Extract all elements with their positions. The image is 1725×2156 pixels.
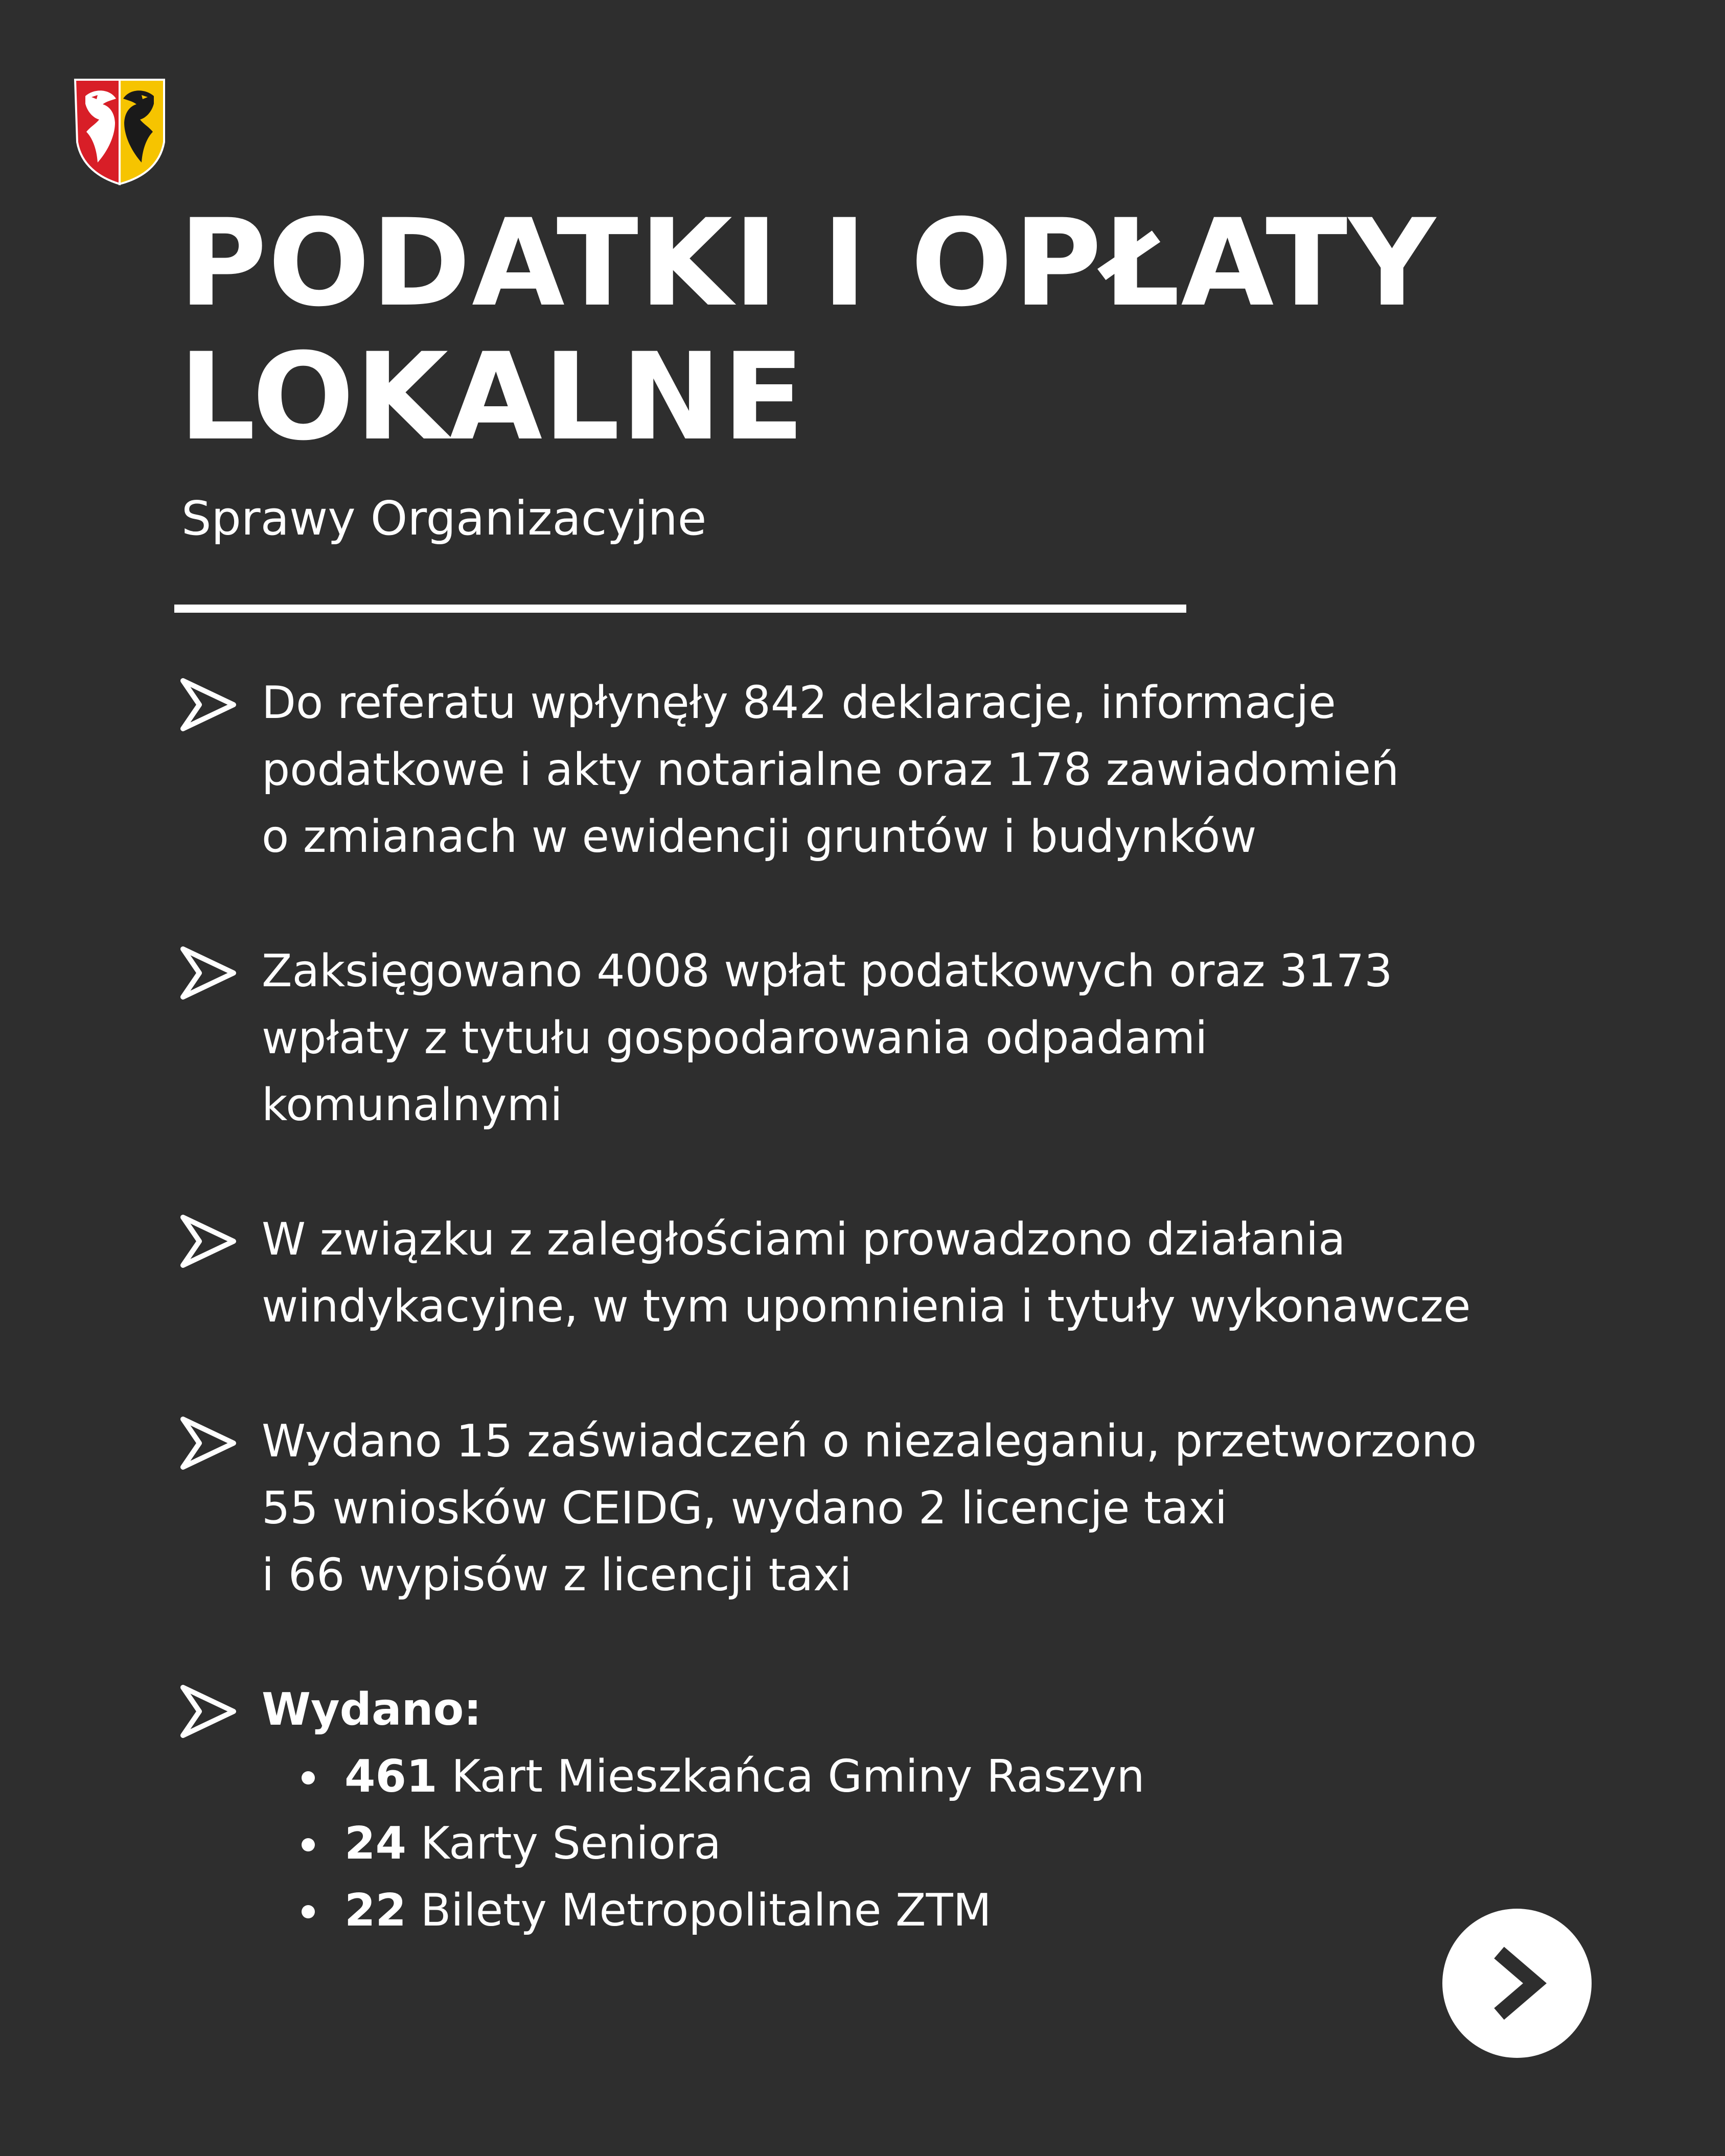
list-item-line: o zmianach w ewidencji gruntów i budynków [262, 810, 1257, 863]
arrow-bullet-icon [179, 1415, 238, 1471]
arrow-bullet-icon [179, 1213, 238, 1269]
list-item-text [262, 1206, 1631, 1340]
title-line-1: PODATKI I OPŁATY [179, 194, 1437, 333]
list-item-line: windykacyjne, w tym upomnienia i tytuły wykonawcze [262, 1280, 1471, 1332]
list-item-line: komunalnymi [262, 1079, 563, 1131]
list-item-line: wpłaty z tytułu gospodarowania odpadami [262, 1012, 1208, 1064]
coat-of-arms-icon [71, 76, 168, 188]
issued-count: 24 [344, 1817, 407, 1869]
next-button[interactable] [1442, 1909, 1592, 2058]
list-item-text [262, 1408, 1631, 1609]
issued-entry [262, 1877, 1145, 1944]
bullet-dot [302, 1771, 315, 1784]
list-item-text [262, 669, 1631, 870]
issued-count: 461 [344, 1750, 438, 1802]
issued-count: 22 [344, 1884, 407, 1936]
arrow-bullet-icon [179, 1683, 238, 1740]
issued-label: Kart Mieszkańca Gminy Raszyn [451, 1750, 1145, 1802]
chevron-right-icon [1484, 1945, 1550, 2022]
list-item-line: Zaksięgowano 4008 wpłat podatkowych oraz 3173 [262, 945, 1393, 997]
list-item-text [262, 938, 1631, 1139]
issued-entry [262, 1743, 1145, 1810]
subtitle: Sprawy Organizacyjne [181, 491, 707, 546]
arrow-bullet-icon [179, 945, 238, 1001]
issued-heading: Wydano: [262, 1683, 482, 1735]
list-item-line: Do referatu wpłynęły 842 deklaracje, informacje [262, 677, 1336, 729]
issued-label: Bilety Metropolitalne ZTM [420, 1884, 992, 1936]
list-item-line: Wydano 15 zaświadczeń o niezaleganiu, przetworzono [262, 1415, 1477, 1467]
issued-entry [262, 1810, 1145, 1877]
arrow-bullet-icon [179, 677, 238, 733]
issued-label: Karty Seniora [420, 1817, 721, 1869]
divider [174, 605, 1186, 613]
title-line-2: LOKALNE [179, 328, 806, 467]
list-item-line: W związku z zaległościami prowadzono działania [262, 1213, 1346, 1265]
issued-list [262, 1743, 1145, 1944]
list-item-line: podatkowe i akty notarialne oraz 178 zawiadomień [262, 744, 1399, 796]
bullet-dot [302, 1905, 315, 1918]
list-item-line: 55 wniosków CEIDG, wydano 2 licencje taxi [262, 1482, 1228, 1534]
page-title [179, 194, 1437, 467]
list-item-line: i 66 wypisów z licencji taxi [262, 1549, 852, 1601]
bullet-dot [302, 1838, 315, 1851]
